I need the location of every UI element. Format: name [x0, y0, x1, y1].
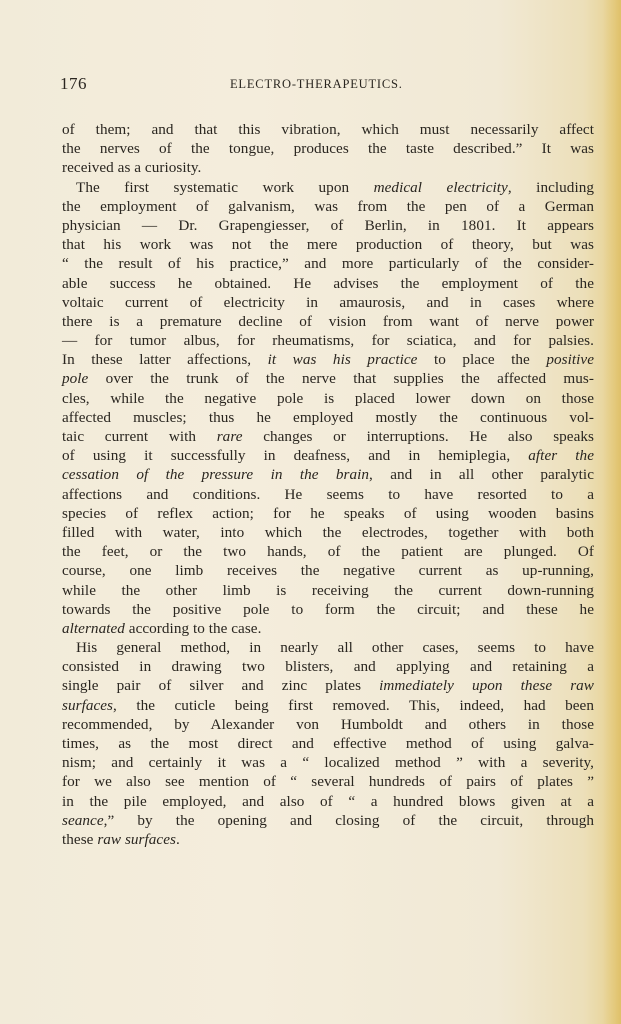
- text-line: seance,” by the opening and closing of the circuit, through: [62, 811, 594, 829]
- text-line: course, one limb receives the negative current as up-running,: [62, 562, 594, 580]
- text-line: of them; and that this vibration, which must necessarily affect: [62, 121, 594, 138]
- italic-phrase: cessation of the pressure in the brain: [62, 466, 370, 484]
- text-line: affected muscles; thus he employed mostly the continuous vol-: [62, 408, 594, 426]
- page-number: 176: [60, 74, 87, 93]
- italic-phrase: it was his practice: [267, 351, 418, 369]
- text-line: that his work was not the mere production of theory, but was: [62, 236, 594, 254]
- text-line: while the other limb is receiving the current down-running: [62, 581, 594, 599]
- italic-phrase: immediately upon these raw: [379, 677, 594, 695]
- italic-phrase: pole: [62, 370, 89, 388]
- text-line: pole over the trunk of the nerve that supplies the affected mus-: [62, 370, 594, 388]
- text-line: able success he obtained. He advises the employment of the: [62, 274, 594, 292]
- text-line: single pair of silver and zinc plates immediately upon these raw: [62, 677, 594, 695]
- italic-phrase: surfaces: [62, 696, 114, 714]
- text-line: cles, while the negative pole is placed lower down on those: [62, 389, 594, 407]
- text-line: for we also see mention of “ several hundreds of pairs of plates ”: [62, 773, 594, 791]
- text-line: the feet, or the two hands, of the patient are plunged. Of: [62, 543, 594, 561]
- italic-phrase: positive: [546, 351, 594, 369]
- text-line: The first systematic work upon medical electricity, including: [76, 178, 595, 196]
- text-line: the nerves of the tongue, produces the taste described.” It was: [62, 140, 594, 158]
- running-head: ELECTRO-THERAPEUTICS.: [230, 77, 403, 91]
- italic-phrase: alternated: [62, 619, 125, 637]
- text-line: the employment of galvanism, was from the pen of a German: [62, 197, 594, 215]
- text-line: — for tumor albus, for rheumatisms, for sciatica, and for palsies.: [62, 332, 594, 350]
- text-line: cessation of the pressure in the brain, and in all other paralytic: [62, 466, 594, 484]
- text-line: alternated according to the case.: [62, 619, 262, 637]
- text-line: taic current with rare changes or interruptions. He also speaks: [62, 428, 594, 445]
- text-line: towards the positive pole to form the circuit; and these he: [62, 600, 594, 618]
- text-line: nism; and certainly it was a “ localized method ” with a severity,: [62, 754, 594, 772]
- text-line: received as a curiosity.: [62, 159, 202, 177]
- text-line: voltaic current of electricity in amaurosis, and in cases where: [62, 293, 594, 311]
- text-line: of using it successfully in deafness, and in hemiplegia, after the: [62, 447, 594, 465]
- text-line: these raw surfaces.: [62, 830, 180, 848]
- text-line: surfaces, the cuticle being first removed. This, indeed, had been: [62, 696, 594, 714]
- page-edge-shading: [603, 0, 621, 1024]
- text-line: affections and conditions. He seems to have resorted to a: [62, 485, 594, 503]
- page-header: [60, 74, 560, 94]
- text-line: physician — Dr. Grapengiesser, of Berlin, in 1801. It appears: [62, 216, 594, 234]
- text-line: In these latter affections, it was his practice to place the positive: [62, 351, 594, 369]
- body-text: [62, 120, 594, 849]
- text-line: times, as the most direct and effective method of using galva-: [62, 735, 594, 752]
- text-line: His general method, in nearly all other cases, seems to have: [76, 639, 594, 657]
- text-line: there is a premature decline of vision from want of nerve power: [62, 312, 594, 330]
- italic-phrase: raw surfaces: [97, 830, 176, 848]
- italic-phrase: medical electricity: [373, 178, 508, 196]
- text-line: filled with water, into which the electrodes, together with both: [62, 523, 594, 541]
- text-line: recommended, by Alexander von Humboldt and others in those: [62, 715, 594, 733]
- italic-phrase: rare: [216, 428, 243, 445]
- text-line: consisted in drawing two blisters, and applying and retaining a: [62, 658, 594, 676]
- text-line: “ the result of his practice,” and more particularly of the consider-: [62, 255, 594, 273]
- italic-phrase: seance: [62, 811, 104, 829]
- italic-phrase: after the: [528, 447, 594, 465]
- text-line: in the pile employed, and also of “ a hundred blows given at a: [62, 792, 594, 810]
- text-line: species of reflex action; for he speaks of using wooden basins: [62, 504, 594, 522]
